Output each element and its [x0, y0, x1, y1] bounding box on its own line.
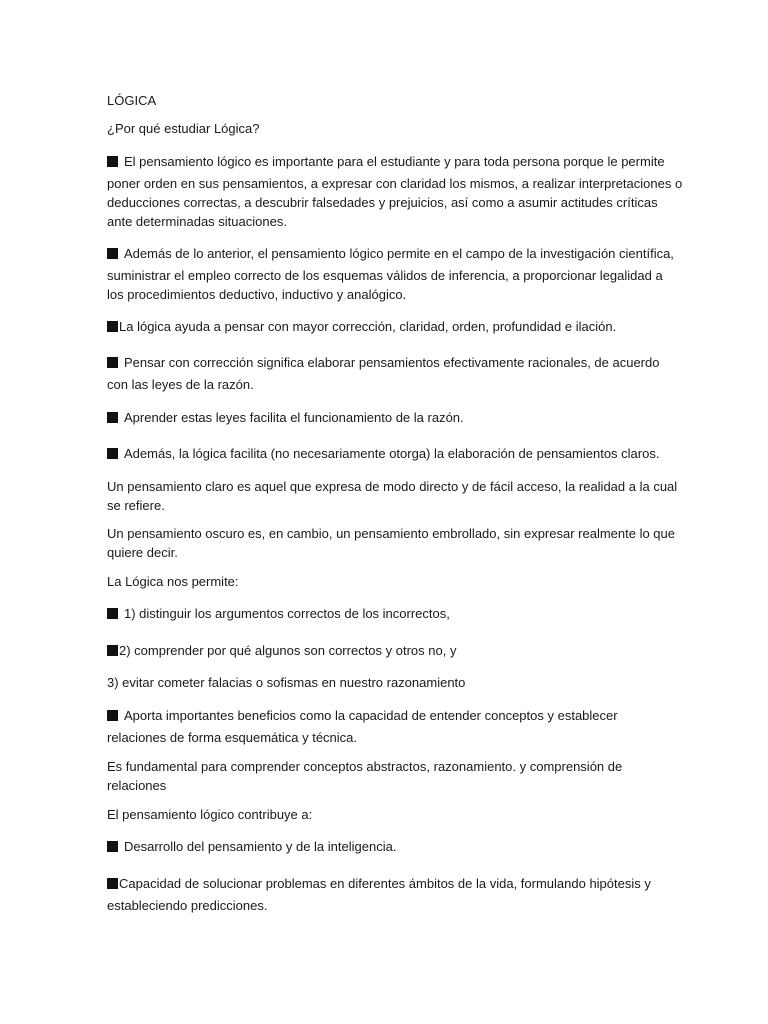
paragraph-line: Capacidad de solucionar problemas en diferentes ámbitos de la vida, formulando hipótesis y	[107, 874, 667, 894]
paragraph-line: Además de lo anterior, el pensamiento lógico permite en el campo de la investigación científica,	[107, 244, 667, 264]
document-title: LÓGICA	[107, 93, 157, 108]
square-bullet-icon	[107, 878, 118, 889]
paragraph-line: se refiere.	[107, 498, 165, 513]
square-bullet-icon	[107, 248, 118, 259]
square-bullet-icon	[107, 156, 118, 167]
paragraph-line: Un pensamiento oscuro es, en cambio, un pensamiento embrollado, sin expresar realmente lo que	[107, 526, 675, 541]
paragraph-line: La lógica ayuda a pensar con mayor corrección, claridad, orden, profundidad e ilación.	[107, 317, 667, 337]
paragraph-line: La Lógica nos permite:	[107, 574, 239, 589]
list-item: 3) evitar cometer falacias o sofismas en nuestro razonamiento	[107, 675, 466, 690]
paragraph-line: ante determinadas situaciones.	[107, 214, 287, 229]
square-bullet-icon	[107, 357, 118, 368]
paragraph-line: El pensamiento lógico contribuye a:	[107, 807, 313, 822]
paragraph-line: relaciones de forma esquemática y técnica.	[107, 730, 358, 745]
paragraph-line: Aprender estas leyes facilita el funcionamiento de la razón.	[107, 408, 667, 428]
paragraph-line: suministrar el empleo correcto de los esquemas válidos de inferencia, a proporcionar legalidad a	[107, 268, 663, 283]
paragraph-line: Además, la lógica facilita (no necesariamente otorga) la elaboración de pensamientos claros.	[107, 444, 667, 464]
paragraph-line: Es fundamental para comprender conceptos abstractos, razonamiento. y comprensión de	[107, 759, 623, 774]
square-bullet-icon	[107, 448, 118, 459]
square-bullet-icon	[107, 645, 118, 656]
paragraph-line: Un pensamiento claro es aquel que expresa de modo directo y de fácil acceso, la realidad a la cual	[107, 479, 678, 494]
square-bullet-icon	[107, 710, 118, 721]
paragraph-line: deducciones correctas, a descubrir falsedades y prejuicios, así como a asumir actitudes críticas	[107, 195, 658, 210]
list-item: 1) distinguir los argumentos correctos de los incorrectos,	[107, 604, 667, 624]
section-question: ¿Por qué estudiar Lógica?	[107, 121, 260, 136]
square-bullet-icon	[107, 321, 118, 332]
paragraph-line: Pensar con corrección significa elaborar pensamientos efectivamente racionales, de acuerdo	[107, 353, 667, 373]
paragraph-line: quiere decir.	[107, 545, 178, 560]
paragraph-line: estableciendo predicciones.	[107, 898, 268, 913]
paragraph-line: los procedimientos deductivo, inductivo y analógico.	[107, 287, 407, 302]
square-bullet-icon	[107, 412, 118, 423]
square-bullet-icon	[107, 608, 118, 619]
square-bullet-icon	[107, 841, 118, 852]
list-item: Desarrollo del pensamiento y de la inteligencia.	[107, 837, 667, 857]
paragraph-line: El pensamiento lógico es importante para el estudiante y para toda persona porque le permite	[107, 152, 667, 172]
paragraph-line: Aporta importantes beneficios como la capacidad de entender conceptos y establecer	[107, 706, 667, 726]
list-item: 2) comprender por qué algunos son correctos y otros no, y	[107, 641, 667, 661]
paragraph-line: relaciones	[107, 778, 167, 793]
paragraph-line: con las leyes de la razón.	[107, 377, 254, 392]
paragraph-line: poner orden en sus pensamientos, a expresar con claridad los mismos, a realizar interpretaciones o	[107, 176, 683, 191]
